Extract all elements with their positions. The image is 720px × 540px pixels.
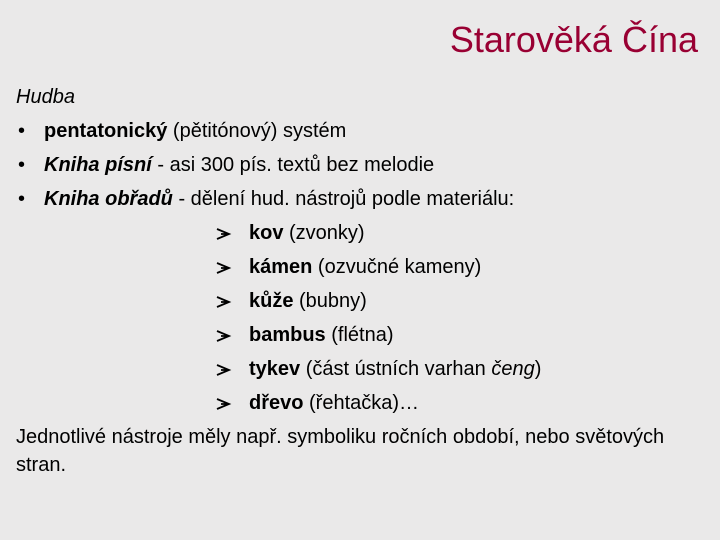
bullet-rest: - dělení hud. nástrojů podle materiálu: [172,188,515,210]
bullet-dot-icon: • [18,154,26,176]
material-name: kámen [249,256,313,278]
material-desc: (zvonky) [283,222,365,244]
bullet-rest: - asi 300 pís. textů bez melodie [151,154,435,176]
section-heading: Hudba [16,86,75,108]
bullet-item-book-of-songs [16,148,706,182]
material-item-bamboo [16,318,706,352]
bullet-dot-icon: • [18,120,26,142]
material-item-gourd [16,352,706,386]
material-item-metal [16,216,706,250]
closing-note: Jednotlivé nástroje měly např. symboliku ročních období, nebo světových stran. [16,426,665,476]
material-desc: (část ústních varhan [300,358,492,380]
bullet-item-pentatonic [16,114,706,148]
material-desc: (řehtačka)… [303,392,420,414]
bullet-dot-icon: • [18,188,26,210]
material-name: tykev [249,358,301,380]
material-desc: (bubny) [293,290,367,312]
arrow-right-icon [216,250,238,276]
material-end: ) [534,358,542,380]
material-name: bambus [249,324,326,346]
material-item-stone [16,250,706,284]
material-desc: (flétna) [325,324,394,346]
bullet-strong: pentatonický [44,120,168,142]
bullet-strong: Kniha písní [44,154,152,176]
arrow-right-icon [216,352,238,378]
slide-title: Starověká Čína [449,19,698,60]
arrow-right-icon [216,386,238,412]
bullet-rest: (pětitónový) systém [167,120,347,142]
material-name: kůže [249,290,294,312]
arrow-right-icon [216,216,238,242]
material-name: dřevo [249,392,304,414]
arrow-right-icon [216,318,238,344]
material-item-skin [16,284,706,318]
bullet-strong: Kniha obřadů [44,188,173,210]
slide-body [16,80,706,479]
bullet-item-book-of-rites [16,182,706,216]
arrow-right-icon [216,284,238,310]
material-name: kov [249,222,284,244]
material-extra: čeng [491,358,535,380]
material-item-wood [16,386,706,420]
material-desc: (ozvučné kameny) [312,256,482,278]
